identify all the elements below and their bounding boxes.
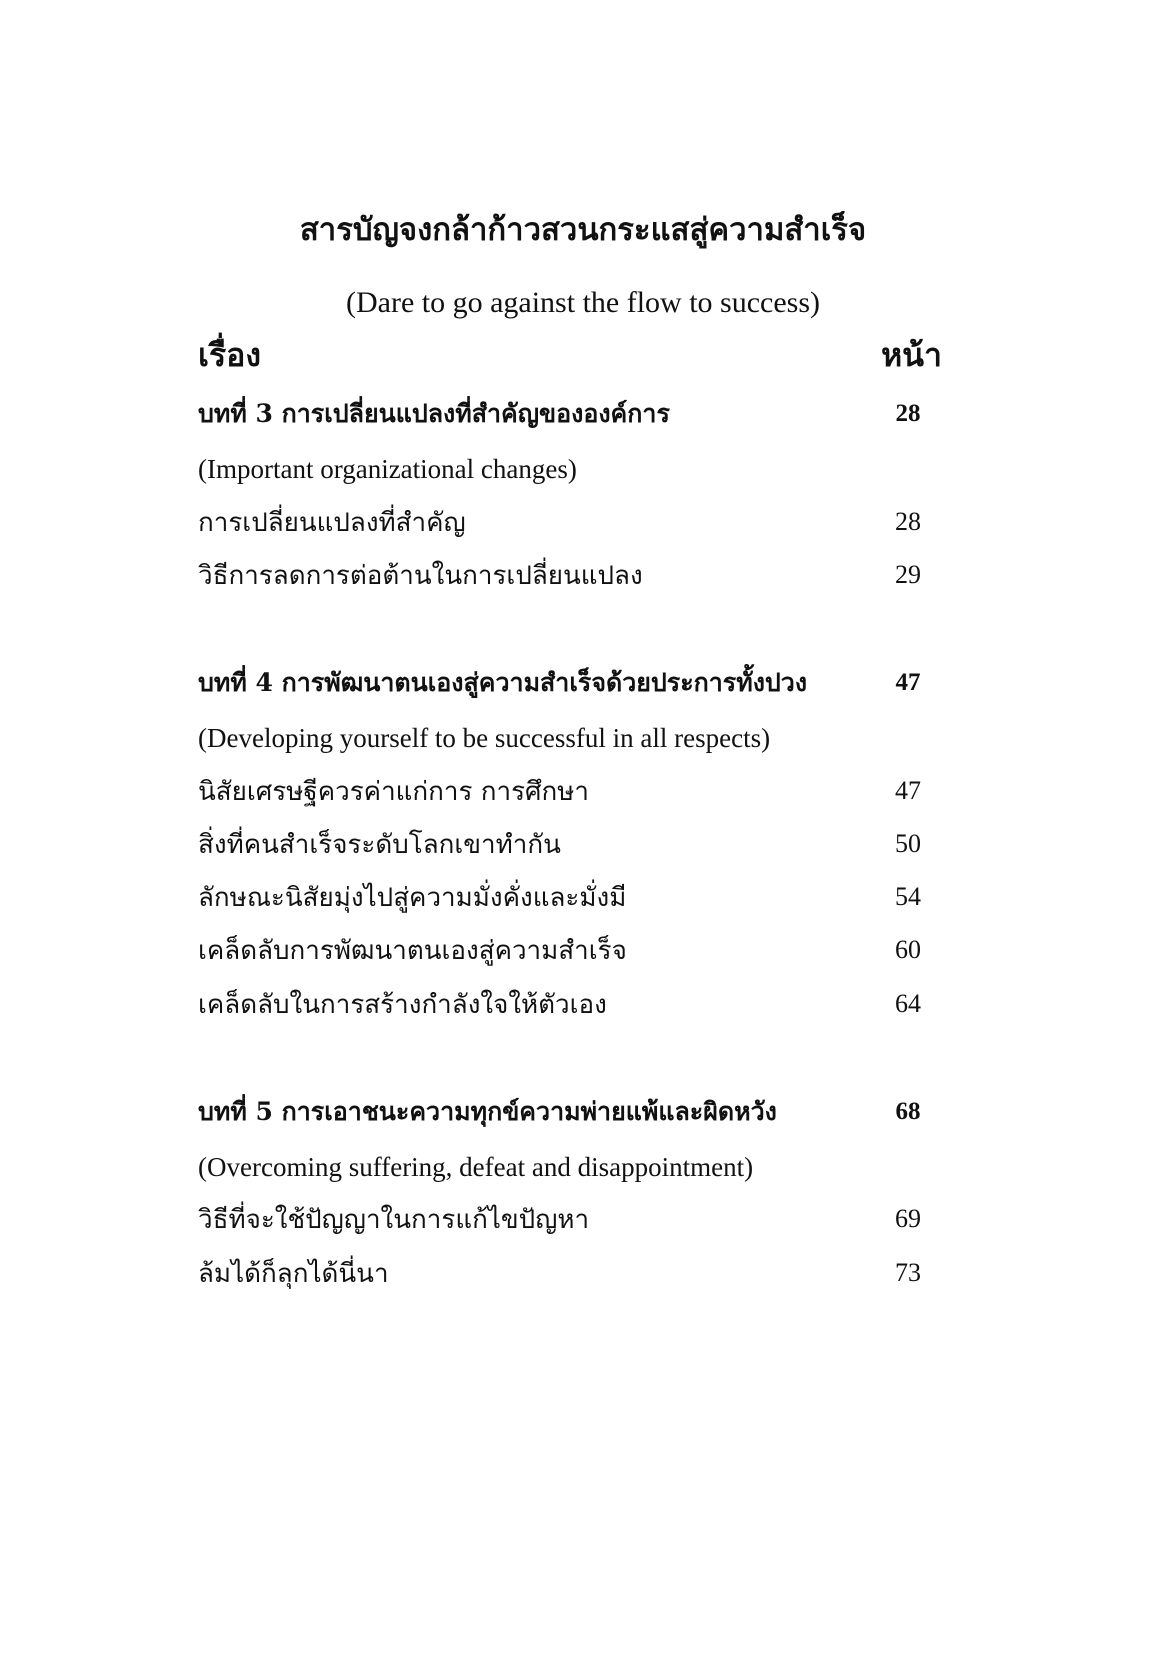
toc-entry (198, 874, 942, 920)
toc-entry-label: บทที่ 3 การเปลี่ยนแปลงที่สำคัญขององค์การ (198, 399, 670, 428)
toc-entry-label: (Developing yourself to be successful in all respects) (198, 722, 771, 753)
toc-entry-page: 47 (895, 776, 921, 805)
toc-entry-label: (Overcoming suffering, defeat and disappointment) (198, 1151, 754, 1182)
toc-header-topic: เรื่อง (198, 335, 261, 374)
toc-entry-label: ล้มได้ก็ลุกได้นี่นา (198, 1258, 389, 1289)
toc-entry (198, 552, 942, 598)
toc-entry-label: วิธีที่จะใช้ปัญญาในการแก้ไขปัญหา (198, 1204, 590, 1235)
toc-chapter-5 (198, 1089, 942, 1135)
toc-entry (198, 499, 942, 545)
toc-entry-label: บทที่ 5 การเอาชนะความทุกข์ความพ่ายแพ้และผิดหวัง (198, 1097, 777, 1126)
toc-entry-label: สิ่งที่คนสำเร็จระดับโลกเขาทำกัน (198, 829, 561, 860)
toc-entry-label: นิสัยเศรษฐีควรค่าแก่การ การศึกษา (198, 776, 590, 807)
toc-entry-page: 54 (895, 882, 921, 911)
toc-entry (198, 821, 942, 867)
toc-entry-page: 73 (895, 1258, 921, 1287)
toc-entry-page: 28 (895, 507, 921, 536)
toc-entry (198, 981, 942, 1027)
toc-entry-label: การเปลี่ยนแปลงที่สำคัญ (198, 507, 466, 538)
toc-entry-page: 68 (895, 1098, 921, 1125)
toc-entry-label: (Important organizational changes) (198, 453, 577, 484)
toc-entry-label: บทที่ 4 การพัฒนาตนเองสู่ความสำเร็จด้วยประการทั้งปวง (198, 668, 808, 697)
toc-entry-page: 60 (895, 935, 921, 964)
toc-entry-page: 69 (895, 1204, 921, 1233)
toc-header-page: หน้า (881, 336, 942, 373)
page-title: สารบัญจงกล้าก้าวสวนกระแสสู่ความสำเร็จ (299, 212, 867, 248)
toc-chapter-4 (198, 660, 942, 706)
toc-entry-label: เคล็ดลับการพัฒนาตนเองสู่ความสำเร็จ (198, 935, 627, 966)
toc-entry (198, 768, 942, 814)
toc-header-row (198, 332, 942, 378)
toc-entry-page: 47 (895, 669, 921, 696)
toc-entry-label: วิธีการลดการต่อต้านในการเปลี่ยนแปลง (198, 560, 643, 591)
toc-entry-label: ลักษณะนิสัยมุ่งไปสู่ความมั่งคั่งและมั่งมี (198, 882, 627, 913)
toc-entry-page: 64 (895, 989, 921, 1018)
toc-chapter-5-english (198, 1144, 942, 1190)
toc-entry-page: 50 (895, 829, 921, 858)
toc-chapter-3 (198, 391, 942, 437)
toc-chapter-3-english (198, 446, 942, 492)
toc-entry (198, 1196, 942, 1242)
toc-chapter-4-english (198, 715, 942, 761)
toc-entry-page: 29 (895, 560, 921, 589)
toc-entry (198, 1250, 942, 1296)
toc-entry-label: เคล็ดลับในการสร้างกำลังใจให้ตัวเอง (198, 989, 607, 1020)
page-subtitle: (Dare to go against the flow to success) (345, 286, 821, 319)
toc-entry (198, 927, 942, 973)
toc-entry-page: 28 (895, 400, 921, 427)
